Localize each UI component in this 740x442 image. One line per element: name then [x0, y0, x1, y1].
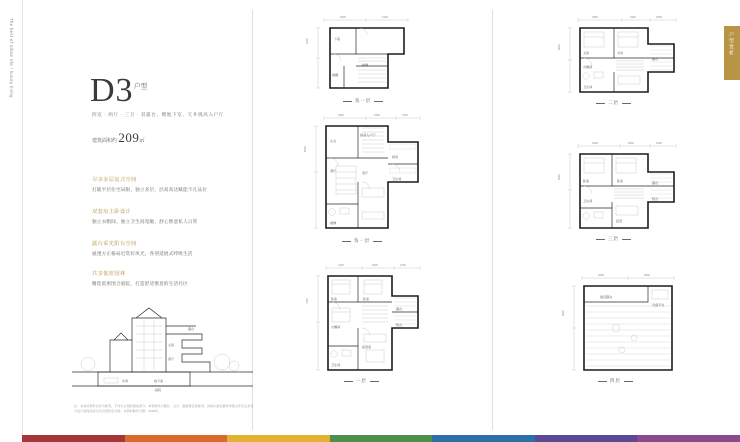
- room-label: 客厅: [362, 171, 369, 175]
- feature-heading: 露台采光阳台空间: [92, 241, 137, 247]
- unit-summary: 四室 · 两厅 · 三卫 · 双露台、赠地下室、天井挑高入户厅: [92, 112, 224, 117]
- room-label: 起居室: [362, 345, 372, 349]
- room-label: 阳台: [396, 323, 403, 327]
- room-label: 挑高入户厅: [360, 133, 376, 137]
- floorplan-1: [300, 14, 440, 102]
- svg-text:6900: 6900: [304, 146, 307, 152]
- floorplan-3: [300, 262, 448, 382]
- svg-text:2100: 2100: [400, 264, 406, 267]
- sketch-label-basement: 地下室: [154, 379, 164, 383]
- svg-text:3300: 3300: [374, 114, 380, 117]
- sketch-label-garage: 车库: [122, 379, 129, 383]
- svg-text:6600: 6600: [558, 44, 561, 50]
- room-label: 露台: [652, 181, 659, 185]
- room-label: 屋顶露台: [600, 295, 613, 299]
- svg-text:4200: 4200: [592, 142, 598, 145]
- svg-text:4200: 4200: [306, 38, 309, 44]
- room-label: 露台: [652, 57, 659, 61]
- room-label: 主卧: [583, 51, 590, 55]
- floorplan-3-label: 一层: [356, 378, 367, 383]
- room-label: 衣帽间: [583, 65, 593, 69]
- svg-text:4200: 4200: [338, 264, 344, 267]
- left-strip-text: The best of urban life / luxury living: [9, 18, 14, 98]
- feature-body: 独立衣帽间、独立卫生间宽敞，舒心惬意私人日常: [92, 219, 198, 224]
- room-label: 卧室: [363, 297, 370, 301]
- page-title: $D3^{户型}$: [90, 72, 148, 109]
- area-value: 209: [118, 130, 140, 145]
- feature-block-1: [92, 176, 257, 193]
- area-prefix: 建筑面积约: [92, 138, 118, 144]
- bottom-color-bar: [22, 435, 740, 442]
- bar-seg-3: [227, 435, 330, 442]
- left-edge-strip: [0, 0, 23, 442]
- svg-text:4500: 4500: [338, 114, 344, 117]
- room-label: 卧室: [617, 179, 624, 183]
- svg-text:4500: 4500: [598, 274, 604, 277]
- feature-heading: 共享低密园林: [92, 271, 126, 277]
- room-label: 阳台: [652, 197, 659, 201]
- bar-seg-2: [125, 435, 228, 442]
- room-label: 玄关: [330, 139, 337, 143]
- svg-text:3600: 3600: [340, 16, 346, 19]
- svg-text:6900: 6900: [558, 174, 561, 180]
- feature-block-4: [92, 270, 257, 287]
- text-column: [40, 0, 254, 442]
- room-label: 设备平台: [652, 303, 665, 307]
- floorplan-4-label: 二层: [608, 100, 619, 105]
- svg-text:3900: 3900: [592, 16, 598, 19]
- room-label: 卫生间: [583, 199, 593, 203]
- sketch-label-yard: 庭院: [154, 388, 162, 392]
- svg-text:6900: 6900: [562, 310, 565, 316]
- room-label: 书房: [617, 51, 624, 55]
- room-label: 卫生间: [583, 85, 593, 89]
- section-sketch: [70, 300, 255, 392]
- room-label: 下室: [334, 37, 341, 41]
- right-side-tab: [724, 26, 740, 80]
- feature-block-3: [92, 240, 257, 257]
- feature-body: 精选低密围合庭院，打造舒适惬意的生活社区: [92, 281, 188, 286]
- floorplan-4: [552, 14, 700, 104]
- svg-text:1500: 1500: [656, 142, 662, 145]
- bar-seg-6: [535, 435, 638, 442]
- sketch-label-terrace: 露台: [188, 327, 195, 331]
- room-label: 楼梯: [330, 221, 337, 225]
- sketch-label-living: 客厅: [168, 357, 175, 361]
- column-divider-2: [492, 10, 493, 430]
- svg-text:3300: 3300: [630, 16, 636, 19]
- feature-block-2: [92, 208, 257, 225]
- right-tab-label: 户型赏析: [728, 32, 734, 56]
- area-line: [92, 130, 144, 146]
- feature-body: 打破平层住宅局限，独立多层，层高高达赋能不凡品位: [92, 187, 208, 192]
- footnote: 注：本宣传资料仅作为参考，不作为合同的组成部分。本资料所示图片、文字、数据等仅供参考，具体以政府最终审批文件及买卖双方签订的商品房买卖合同约定为准。本资料制作日期：2023年。: [74, 404, 254, 413]
- svg-text:3600: 3600: [628, 142, 634, 145]
- room-label: 卫生间: [392, 177, 402, 181]
- svg-text:7200: 7200: [306, 298, 309, 304]
- svg-text:3600: 3600: [644, 274, 650, 277]
- feature-heading: 尽享多层复式空间: [92, 177, 137, 183]
- page-title-sup: 户型: [133, 82, 148, 91]
- bar-seg-4: [330, 435, 433, 442]
- room-label: 露台: [396, 307, 403, 311]
- svg-text:1800: 1800: [656, 16, 662, 19]
- floorplan-1-label: 负一层: [355, 98, 372, 103]
- floorplan-5-label: 三层: [608, 236, 619, 241]
- svg-text:2100: 2100: [382, 16, 388, 19]
- area-unit: ㎡: [139, 138, 145, 144]
- room-label: 储藏: [332, 73, 339, 77]
- floorplan-5: [552, 140, 700, 240]
- room-label: 餐厅: [330, 169, 337, 173]
- floorplan-6: [556, 272, 700, 382]
- sketch-label-master: 主卧: [168, 343, 175, 347]
- room-label: 厨房: [392, 155, 399, 159]
- room-label: 衣帽间: [331, 325, 341, 329]
- feature-heading: 双套房主卧设计: [92, 209, 132, 215]
- bar-seg-7: [637, 435, 740, 442]
- room-label: 卫生间: [331, 363, 341, 367]
- room-label: 起居: [616, 219, 623, 223]
- svg-text:1500: 1500: [402, 114, 408, 117]
- svg-text:3600: 3600: [372, 264, 378, 267]
- room-label: 楼梯: [362, 63, 369, 67]
- floorplan-2: [296, 112, 448, 242]
- bar-seg-1: [22, 435, 125, 442]
- floorplan-2-label: 负一层: [354, 238, 371, 243]
- feature-body: 通透方正格局近赏好风光，各别延展式呼吸生活: [92, 251, 193, 256]
- room-label: 卧室: [583, 179, 590, 183]
- floorplan-6-label: 四层: [610, 378, 621, 383]
- bar-seg-5: [432, 435, 535, 442]
- room-label: 卧室: [331, 297, 338, 301]
